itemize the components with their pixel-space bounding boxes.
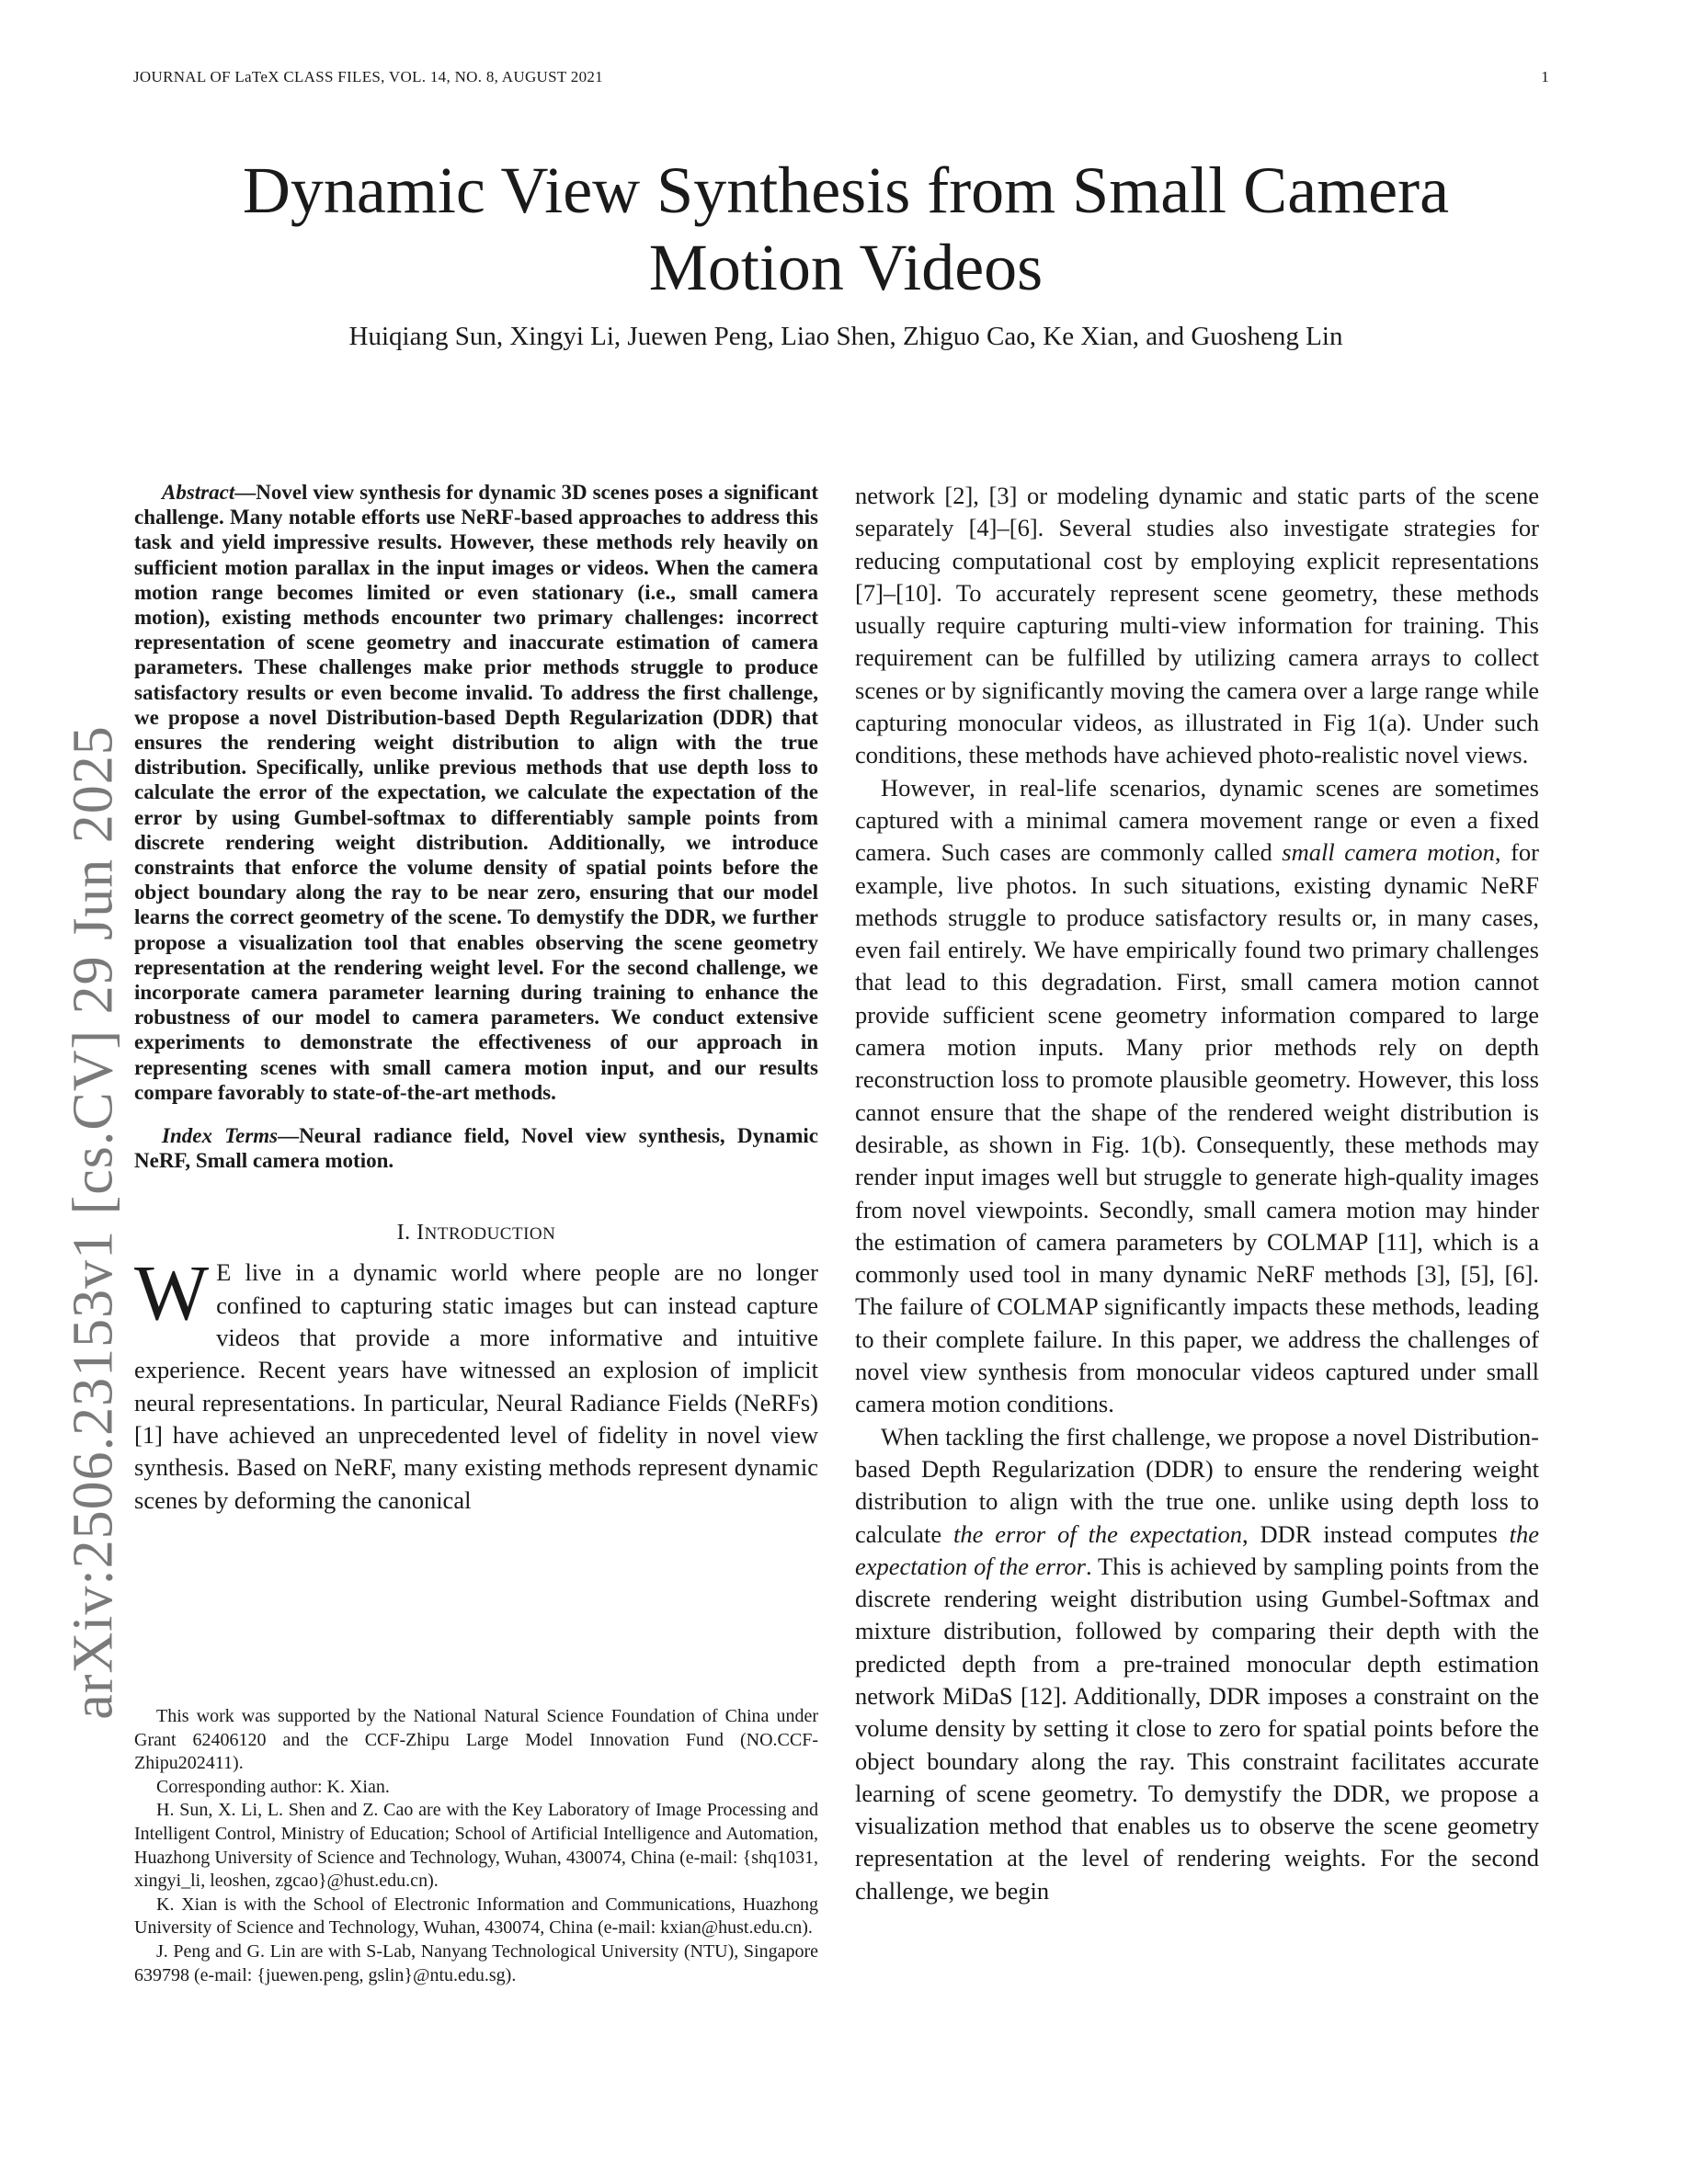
footnote-corresponding: Corresponding author: K. Xian. xyxy=(156,1776,390,1797)
footnotes xyxy=(134,1705,818,1987)
section-heading-introduction: I. INTRODUCTION xyxy=(396,1221,556,1246)
paragraph-1: network [2], [3] or modeling dynamic and static parts of the scene separately [4]–[6]. Several studies also investigate strategies for reducing computational cost by employing explicit representations [7]–[10]. To accurately represent scene geometry, these methods usually require capturing multi-view information for training. This requirement can be fulfilled by utilizing camera arrays to collect scenes or by significantly moving the camera over a large range while capturing monocular videos, as illustrated in Fig 1(a). Under such conditions, these methods have achieved photo-realistic novel views. xyxy=(855,482,1539,769)
intro-text: E live in a dynamic world where people are no longer confined to capturing static images but can instead capture videos that provide a more informative and intuitive experience. Recent years have witnessed an explosion of implicit neural representations. In particular, Neural Radiance Fields (NeRFs) [1] have achieved an unprecedented level of fidelity in novel view synthesis. Based on NeRF, many existing methods represent dynamic scenes by deforming the canonical xyxy=(134,1258,818,1514)
footnote-affiliation-hust-aia: H. Sun, X. Li, L. Shen and Z. Cao are with the Key Laboratory of Image Processing and Intelligent Control, Ministry of Education; School of Artificial Intelligence and Automation, Huazhong University of Science and Technology, Wuhan, 430074, China (e-mail: {shq1031, xingyi_li, leoshen, zgcao}@hust.edu.cn). xyxy=(134,1800,818,1892)
index-terms-text: —Neural radiance field, Novel view synthesis, Dynamic NeRF, Small camera motion. xyxy=(134,1124,819,1173)
footnote-funding: This work was supported by the National Natural Science Foundation of China under Grant 62406120 and the CCF-Zhipu Large Model Innovation Fund (NO.CCF-Zhipu202411). xyxy=(134,1706,818,1774)
paper-title xyxy=(138,152,1554,306)
right-column xyxy=(855,480,1539,1907)
abstract-text: —Novel view synthesis for dynamic 3D scenes poses a significant challenge. Many notable efforts use NeRF-based approaches to address this task and yield impressive results. However, these methods rely heavily on sufficient motion parallax in the input images or videos. When the camera motion range becomes limited or even stationary (i.e., small camera motion), existing methods encounter two primary challenges: incorrect representation of scene geometry and inaccurate estimation of camera parameters. These challenges make prior methods struggle to produce satisfactory results or even become invalid. To address the first challenge, we propose a novel Distribution-based Depth Regularization (DDR) that ensures the rendering weight distribution to align with the true distribution. Specifically, unlike previous methods that use depth loss to calculate the error of the expectation, we calculate the expectation of the error by using Gumbel-softmax to differentiably sample points from discrete rendering weight distribution. Additionally, we introduce constraints that enforce the volume density of spatial points before the object boundary along the ray to be near zero, ensuring that our model learns the correct geometry of the scene. To demystify the DDR, we further propose a visualization tool that enables observing the scene geometry representation at the rendering weight level. For the second challenge, we incorporate camera parameter learning during training to enhance the robustness of our model to camera parameters. We conduct extensive experiments to demonstrate the effectiveness of our approach in representing scenes with small camera motion input, and our results compare favorably to state-of-the-art methods. xyxy=(134,481,818,1104)
page-number: 1 xyxy=(1541,68,1549,85)
index-terms-lead: Index Terms xyxy=(162,1124,279,1148)
title-line-2: Motion Videos xyxy=(648,231,1044,304)
author-list: Huiqiang Sun, Xingyi Li, Juewen Peng, Liao Shen, Zhiguo Cao, Ke Xian, and Guosheng Lin xyxy=(348,322,1343,351)
drop-cap: W xyxy=(134,1248,210,1337)
left-column xyxy=(134,480,818,1517)
paragraph-2: However, in real-life scenarios, dynamic scenes are sometimes captured with a minimal camera movement range or even a fixed camera. Such cases are commonly called small camera motion, for example, live photos. In such situations, existing dynamic NeRF methods struggle to produce satisfactory results or, in many cases, even fail entirely. We have empirically found two primary challenges that lead to this degradation. First, small camera motion cannot provide sufficient scene geometry information compared to large camera motion inputs. Many prior methods rely on depth reconstruction loss to promote plausible geometry. However, this loss cannot ensure that the shape of the rendered weight distribution is desirable, as shown in Fig. 1(b). Consequently, these methods may render input images well but struggle to generate high-quality images from novel viewpoints. Secondly, small camera motion may hinder the estimation of camera parameters by COLMAP [11], which is a commonly used tool in many dynamic NeRF methods [3], [5], [6]. The failure of COLMAP significantly impacts these methods, leading to their complete failure. In this paper, we address the challenges of novel view synthesis from monocular videos captured under small camera motion conditions. xyxy=(855,773,1539,1418)
title-line-1: Dynamic View Synthesis from Small Camera xyxy=(242,154,1450,227)
running-header xyxy=(133,68,1549,96)
abstract-lead: Abstract xyxy=(162,481,235,504)
paragraph-3: When tackling the first challenge, we propose a novel Distribution-based Depth Regularization (DDR) to ensure the rendering weight distribution to align with the true one. unlike using depth loss to calculate the error of the expectation, DDR instead computes the expectation of the error. This is achieved by sampling points from the discrete rendering weight distribution using Gumbel-Softmax and mixture distribution, followed by comparing their depth with the predicted depth from a pre-trained monocular depth estimation network MiDaS [12]. Additionally, DDR imposes a constraint on the volume density by setting it close to zero for spatial points before the object boundary along the ray. This constraint facilitates accurate learning of scene geometry. To demystify the DDR, we propose a visualization method that enables us to observe the scene geometry representation at the level of rendering weights. For the second challenge, we begin xyxy=(855,1422,1539,1905)
journal-name: JOURNAL OF LaTeX CLASS FILES, VOL. 14, NO. 8, AUGUST 2021 xyxy=(133,68,603,85)
index-terms xyxy=(134,1123,818,1173)
intro-paragraph xyxy=(134,1248,818,1516)
abstract xyxy=(134,480,818,1105)
arxiv-identifier: arXiv:2506.23153v1 [cs.CV] 29 Jun 2025 xyxy=(62,725,125,1720)
footnote-affiliation-ntu: J. Peng and G. Lin are with S-Lab, Nanyang Technological University (NTU), Singapore 639798 (e-mail: {juewen.peng, gslin}@ntu.edu.sg). xyxy=(134,1940,818,1985)
footnote-affiliation-hust-eic: K. Xian is with the School of Electronic Information and Communications, Huazhong University of Science and Technology, Wuhan, 430074, China (e-mail: kxian@hust.edu.cn). xyxy=(134,1894,818,1939)
